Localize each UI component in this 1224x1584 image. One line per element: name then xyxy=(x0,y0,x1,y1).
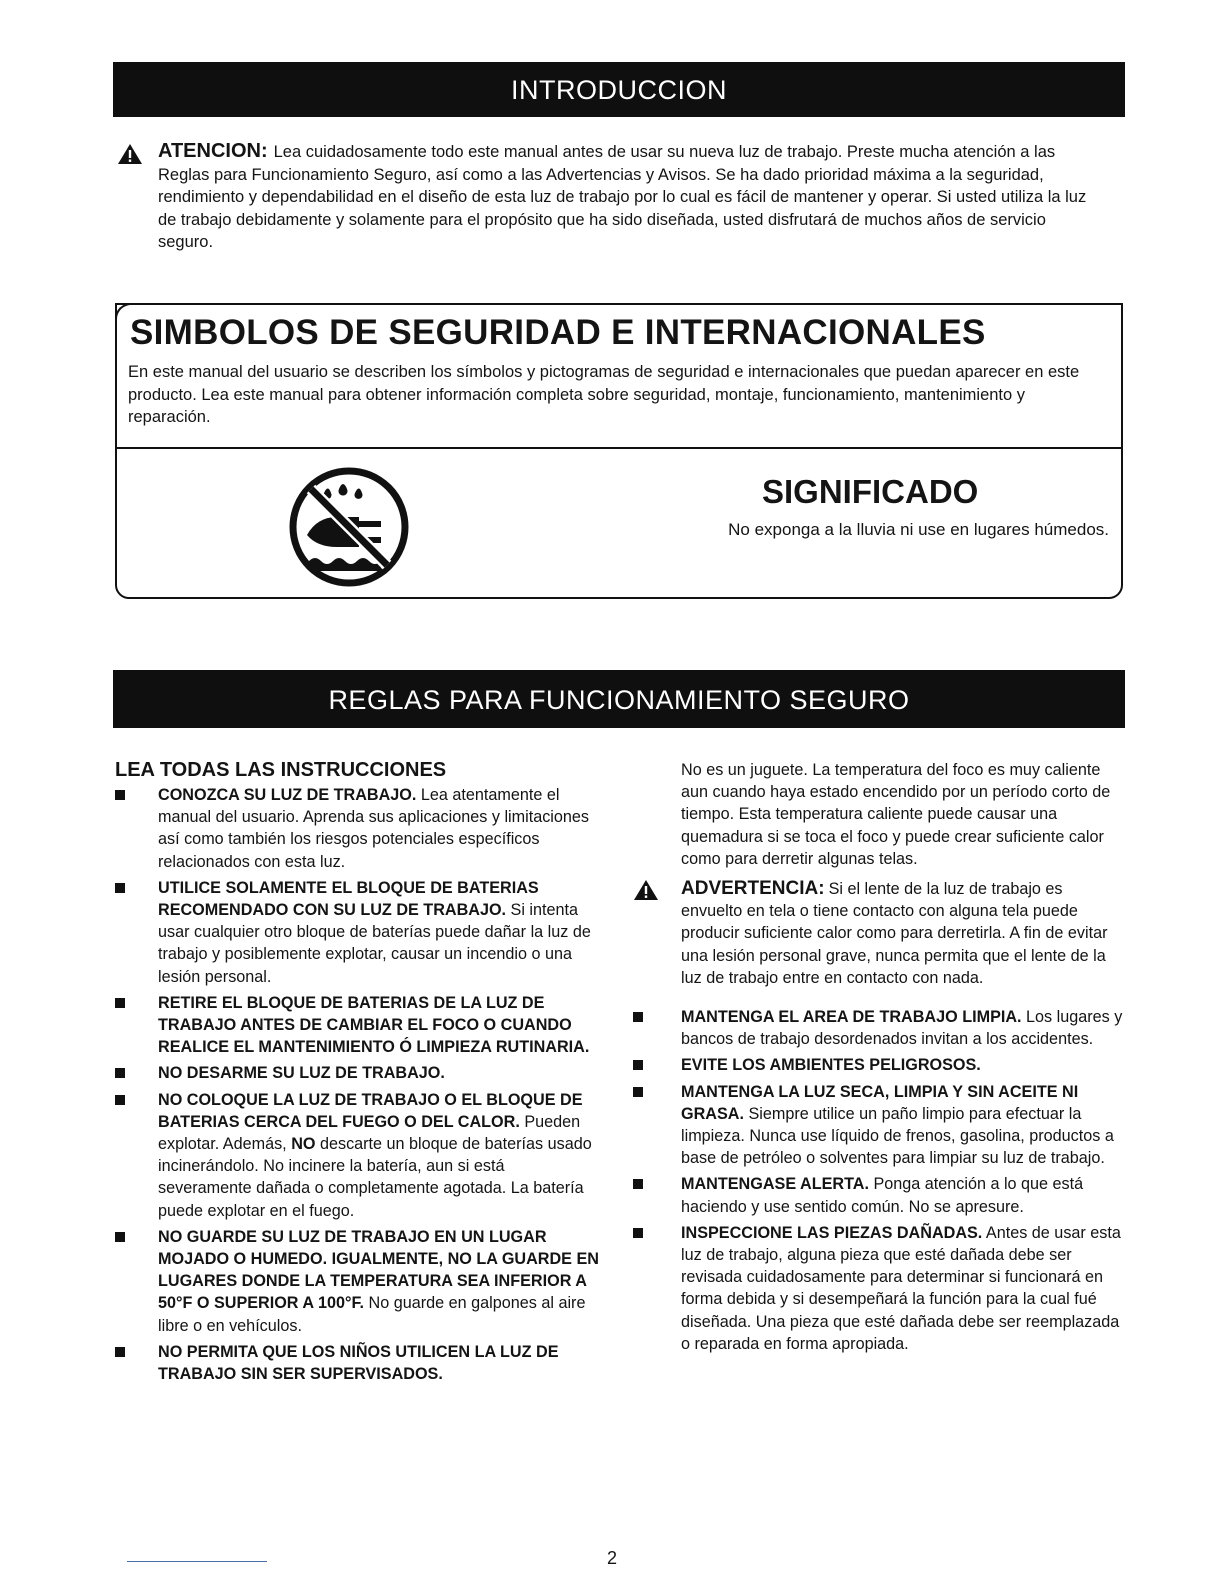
bullet-icon xyxy=(633,1012,643,1022)
rule-item: NO GUARDE SU LUZ DE TRABAJO EN UN LUGAR MOJADO O HUMEDO. IGUALMENTE, NO LA GUARDE EN LUGARES DONDE LA TEMPERATURA SEA INFERIOR A 50°F O SUPERIOR A 100°F. No guarde en galpones al aire libre o en vehículos. xyxy=(115,1226,600,1337)
advertencia-text: Si el lente de la luz de trabajo es envuelto en tela o tiene contacto con alguna tela puede producir suficiente calor como para derretirla. A fin de evitar una lesión personal grave, nunca permita que el lente de la luz de trabajo entre en contacto con nada. xyxy=(681,880,1108,987)
rules-right-column xyxy=(633,757,1125,1359)
bullet-icon xyxy=(633,1228,643,1238)
advertencia-paragraph xyxy=(633,878,1125,989)
significado-heading: SIGNIFICADO xyxy=(762,473,979,510)
atencion-label: ATENCION: xyxy=(158,140,268,162)
reglas-heading: REGLAS PARA FUNCIONAMIENTO SEGURO xyxy=(113,670,1125,728)
rule-item: NO DESARME SU LUZ DE TRABAJO. xyxy=(115,1062,600,1084)
advertencia-label: ADVERTENCIA: xyxy=(681,878,825,900)
rule-item: MANTENGA LA LUZ SECA, LIMPIA Y SIN ACEITE NI GRASA. Siempre utilice un paño limpio para efectuar la limpieza. Nunca use líquido de frenos, gasolina, productos a base de petróleo o solventes para limpiar su luz de trabajo. xyxy=(633,1081,1125,1170)
rule-item: MANTENGASE ALERTA. Ponga atención a lo que está haciendo y use sentido común. No se apresure. xyxy=(633,1173,1125,1217)
bullet-icon xyxy=(115,998,125,1008)
footer-rule xyxy=(127,1561,267,1562)
significado-text: No exponga a la lluvia ni use en lugares húmedos. xyxy=(728,520,1109,539)
rule-item: INSPECCIONE LAS PIEZAS DAÑADAS. Antes de usar esta luz de trabajo, alguna pieza que esté dañada debe ser revisada cuidadosamente para determinar si funcionará en forma debida y si desempeñará la función para la cual fué diseñada. Una pieza que esté dañada debe ser reemplazada o reparada en forma apropiada. xyxy=(633,1222,1125,1355)
page-number: 2 xyxy=(607,1548,618,1568)
bullet-icon xyxy=(115,1232,125,1242)
symbols-intro: En este manual del usuario se describen los símbolos y pictogramas de seguridad e internacionales que puedan aparecer en este producto. Lea este manual para obtener información completa sobre seguridad, montaje, funcionamiento, mantenimiento y reparación. xyxy=(128,363,1080,426)
bullet-icon xyxy=(633,1087,643,1097)
rule-item: RETIRE EL BLOQUE DE BATERIAS DE LA LUZ DE TRABAJO ANTES DE CAMBIAR EL FOCO O CUANDO REALICE EL MANTENIMIENTO Ó LIMPIEZA RUTINARIA. xyxy=(115,992,600,1059)
warning-triangle-icon xyxy=(633,879,659,901)
symbols-divider xyxy=(117,447,1121,449)
bullet-icon xyxy=(115,790,125,800)
rule-item: UTILICE SOLAMENTE EL BLOQUE DE BATERIAS RECOMENDADO CON SU LUZ DE TRABAJO. Si intenta usar cualquier otro bloque de baterías puede dañar la luz de trabajo y posiblemente explotar, causar un incendio o una lesión personal. xyxy=(115,877,600,988)
rule-item: EVITE LOS AMBIENTES PELIGROSOS. xyxy=(633,1054,1125,1076)
bullet-icon xyxy=(633,1060,643,1070)
bullet-icon xyxy=(115,1347,125,1357)
bullet-icon xyxy=(115,883,125,893)
symbols-title: SIMBOLOS DE SEGURIDAD E INTERNACIONALES xyxy=(130,313,986,352)
intro-paragraph xyxy=(158,140,1103,254)
symbols-box xyxy=(115,303,1123,599)
warning-triangle-icon xyxy=(117,143,143,165)
rule-item: CONOZCA SU LUZ DE TRABAJO. Lea atentamente el manual del usuario. Aprenda sus aplicaciones y limitaciones así como también los riesgos potenciales específicos relacionados con esta luz. xyxy=(115,784,600,873)
rule-item: MANTENGA EL AREA DE TRABAJO LIMPIA. Los lugares y bancos de trabajo desordenados invitan a los accidentes. xyxy=(633,1006,1125,1050)
no-wet-conditions-icon xyxy=(277,465,421,589)
intro-text: Lea cuidadosamente todo este manual antes de usar su nueva luz de trabajo. Preste mucha atención a las Reglas para Funcionamiento Seguro, así como a las Advertencias y Avisos. Se ha dado prioridad máxima a la seguridad, rendimiento y dependabilidad en el diseño de esta luz de trabajo por lo cual es fácil de mantener y operar. Si usted utiliza la luz de trabajo debidamente y solamente para el propósito que ha sido diseñada, usted disfrutará de muchos años de servicio seguro. xyxy=(158,143,1087,251)
bullet-icon xyxy=(115,1068,125,1078)
rules-left-column xyxy=(115,757,600,1389)
lea-instrucciones-heading: LEA TODAS LAS INSTRUCCIONES xyxy=(115,759,447,781)
juguete-paragraph: No es un juguete. La temperatura del foco es muy caliente aun cuando haya estado encendido por un período corto de tiempo. Esta temperatura caliente puede causar una quemadura si se toca el foco y puede crear suficiente calor como para derretir algunas telas. xyxy=(681,761,1111,868)
bullet-icon xyxy=(633,1179,643,1189)
bullet-icon xyxy=(115,1095,125,1105)
introduccion-heading: INTRODUCCION xyxy=(113,62,1125,117)
rule-item: NO PERMITA QUE LOS NIÑOS UTILICEN LA LUZ DE TRABAJO SIN SER SUPERVISADOS. xyxy=(115,1341,600,1385)
rule-item: NO COLOQUE LA LUZ DE TRABAJO O EL BLOQUE DE BATERIAS CERCA DEL FUEGO O DEL CALOR. Pueden explotar. Además, NO descarte un bloque de baterías usado incinerándolo. No incinere la batería, aun si está severamente dañada o completamente agotada. La batería puede explotar en el fuego. xyxy=(115,1089,600,1222)
